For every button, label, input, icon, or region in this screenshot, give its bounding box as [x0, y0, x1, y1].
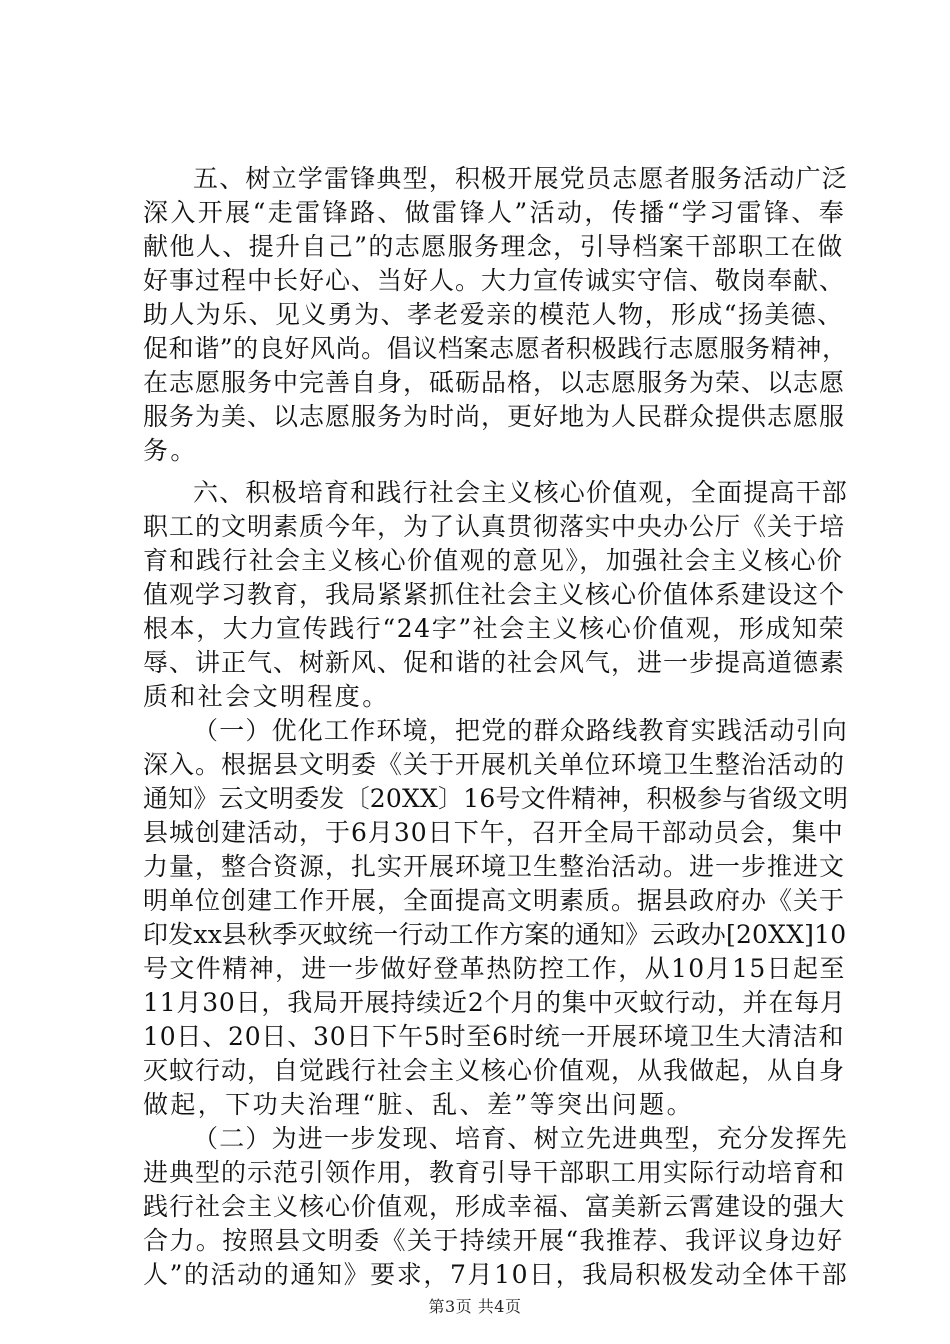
- text-line: 县城创建活动，于6月30日下午，召开全局干部动员会，集中: [143, 818, 844, 847]
- text-line: 人”的活动的通知》要求，7月10日，我局积极发动全体干部: [143, 1260, 849, 1289]
- text-line: 六、积极培育和践行社会主义核心价值观，全面提高干部: [193, 478, 849, 507]
- text-line: （二）为进一步发现、培育、树立先进典型，充分发挥先: [193, 1124, 849, 1153]
- paragraph-section-6: [143, 476, 849, 714]
- text-line: 践行社会主义核心价值观，形成幸福、富美新云霄建设的强大: [143, 1192, 846, 1221]
- text-line: 在志愿服务中完善自身，砥砺品格，以志愿服务为荣、以志愿: [143, 368, 846, 397]
- text-line: 辱、讲正气、树新风、促和谐的社会风气，进一步提高道德素: [143, 648, 846, 677]
- page-number-footer: 第3页 共4页: [428, 1297, 522, 1316]
- text-line: 服务为美、以志愿服务为时尚，更好地为人民群众提供志愿服: [143, 402, 846, 431]
- document-body: [143, 162, 849, 1292]
- text-line: 印发xx县秋季灭蚊统一行动工作方案的通知》云政办[20XX]10: [143, 920, 847, 949]
- text-line: 力量，整合资源，扎实开展环境卫生整治活动。进一步推进文: [143, 852, 846, 881]
- text-line: 五、树立学雷锋典型，积极开展党员志愿者服务活动广泛: [193, 164, 849, 193]
- text-line: 灭蚊行动，自觉践行社会主义核心价值观，从我做起，从自身: [143, 1056, 846, 1085]
- text-line: 明单位创建工作开展，全面提高文明素质。据县政府办《关于: [143, 886, 846, 915]
- text-line: 做起，下功夫治理“脏、乱、差”等突出问题。: [143, 1090, 694, 1119]
- text-line: 合力。按照县文明委《关于持续开展“我推荐、我评议身边好: [143, 1226, 844, 1255]
- text-line: 根本，大力宣传践行“24字”社会主义核心价值观，形成知荣: [143, 614, 846, 643]
- text-line: 职工的文明素质今年，为了认真贯彻落实中央办公厅《关于培: [143, 512, 846, 541]
- text-line: 育和践行社会主义核心价值观的意见》，加强社会主义核心价: [143, 546, 844, 575]
- text-line: 质和社会文明程度。: [143, 682, 390, 711]
- text-line: 号文件精神，进一步做好登革热防控工作，从10月15日起至: [143, 954, 846, 983]
- paragraph-subsection-1: [143, 714, 849, 1122]
- paragraph-section-5: [143, 162, 849, 468]
- text-line: 务。: [143, 436, 198, 465]
- text-line: 献他人、提升自己”的志愿服务理念，引导档案干部职工在做: [143, 232, 844, 261]
- text-line: 通知》云文明委发〔20XX〕16号文件精神，积极参与省级文明: [143, 784, 849, 813]
- text-line: 促和谐”的良好风尚。倡议档案志愿者积极践行志愿服务精神，: [143, 334, 848, 363]
- text-line: 深入。根据县文明委《关于开展机关单位环境卫生整治活动的: [143, 750, 846, 779]
- text-line: 助人为乐、见义勇为、孝老爱亲的模范人物，形成“扬美德、: [143, 300, 844, 329]
- text-line: 10日、20日、30日下午5时至6时统一开展环境卫生大清洁和: [143, 1022, 845, 1051]
- text-line: 11月30日，我局开展持续近2个月的集中灭蚊行动，并在每月: [143, 988, 846, 1017]
- paragraph-subsection-2: [143, 1122, 849, 1292]
- text-line: 进典型的示范引领作用，教育引导干部职工用实际行动培育和: [143, 1158, 846, 1187]
- text-line: 好事过程中长好心、当好人。大力宣传诚实守信、敬岗奉献、: [143, 266, 846, 295]
- text-line: 深入开展“走雷锋路、做雷锋人”活动，传播“学习雷锋、奉: [143, 198, 847, 227]
- text-line: （一）优化工作环境，把党的群众路线教育实践活动引向: [193, 716, 849, 745]
- text-line: 值观学习教育，我局紧紧抓住社会主义核心价值体系建设这个: [143, 580, 846, 609]
